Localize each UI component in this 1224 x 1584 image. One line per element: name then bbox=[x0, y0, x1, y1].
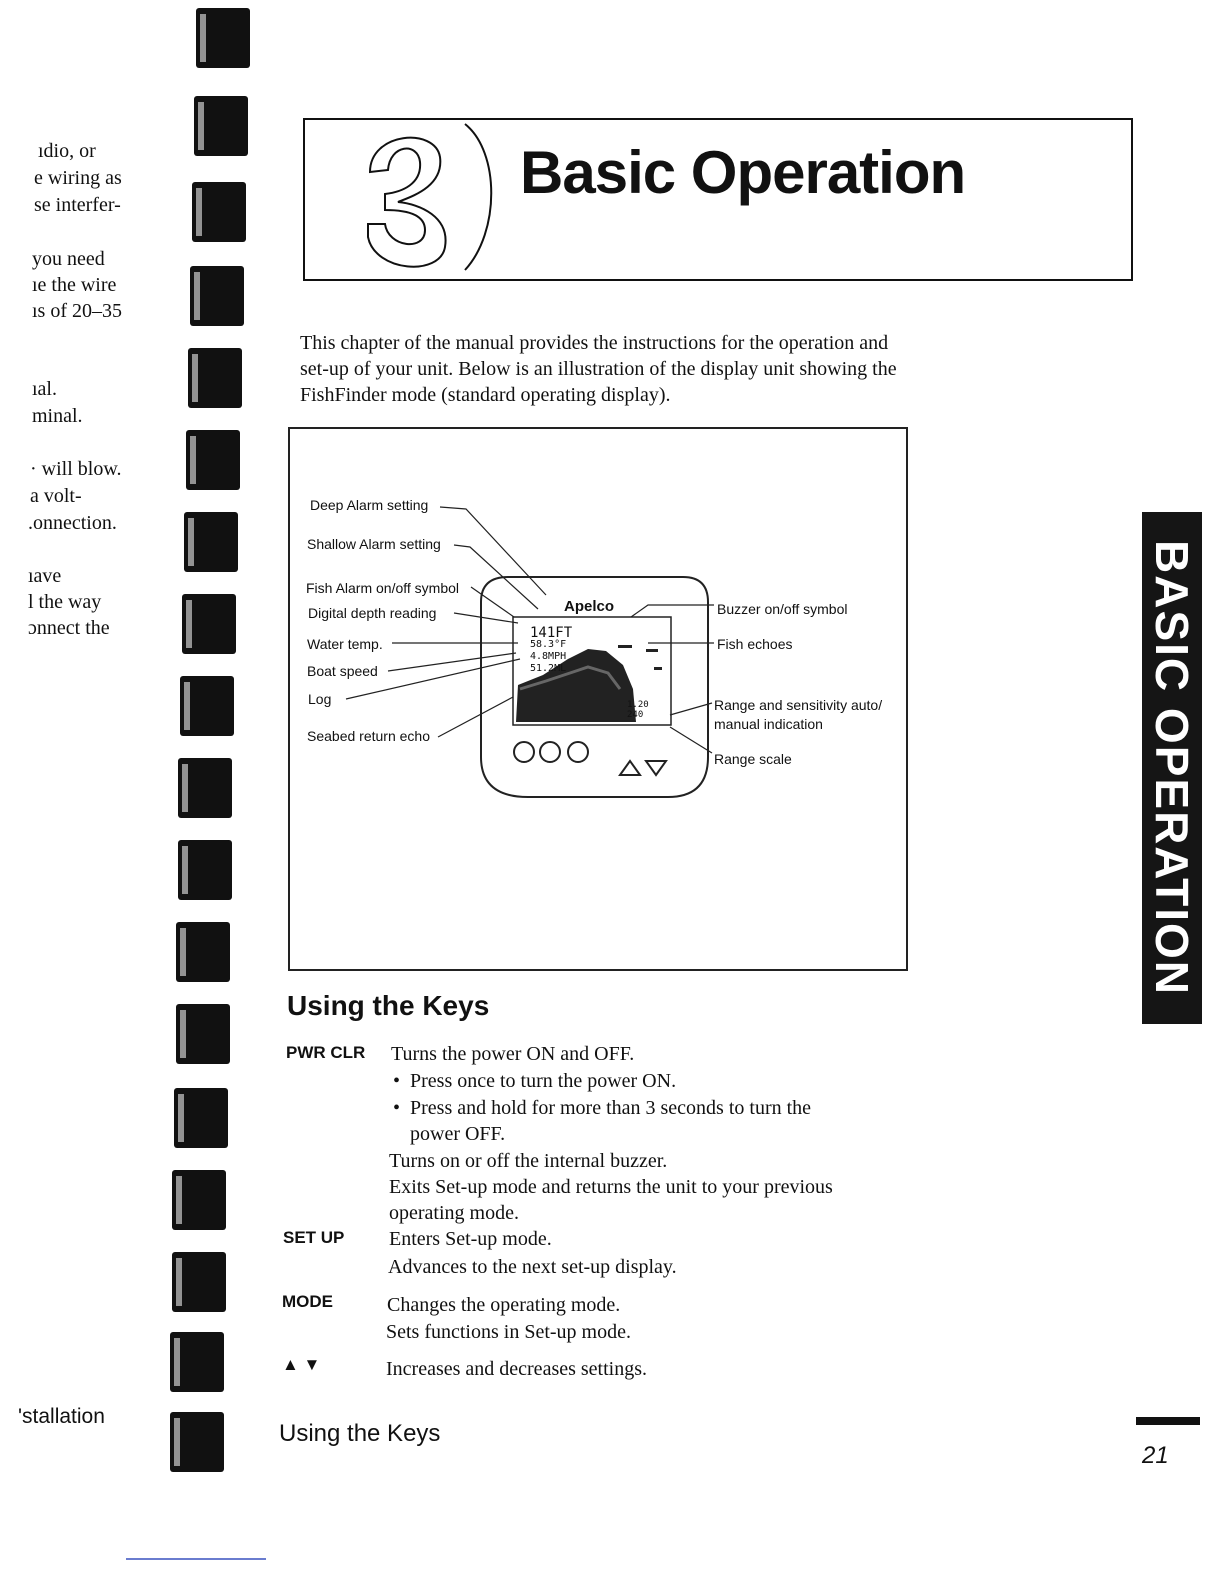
label-log: Log bbox=[308, 691, 332, 707]
bullet-text: Press once to turn the power ON. bbox=[410, 1070, 677, 1092]
label-fish-echoes: Fish echoes bbox=[717, 636, 793, 652]
screen-speed: 4.8MPH bbox=[530, 651, 567, 662]
bullet-item: • Press once to turn the power ON. bbox=[393, 1070, 677, 1092]
left-line: a volt- bbox=[30, 485, 82, 507]
label-digital-depth: Digital depth reading bbox=[308, 605, 437, 621]
key-desc: operating mode. bbox=[389, 1202, 519, 1224]
left-footer: 'stallation bbox=[18, 1405, 105, 1428]
key-up-down: ▲ ▼ bbox=[282, 1355, 321, 1374]
device-illustration bbox=[288, 427, 908, 971]
bullet-text: Press and hold for more than 3 seconds to turn the bbox=[410, 1097, 812, 1119]
chapter-title: Basic Operation bbox=[520, 139, 966, 206]
running-head: Using the Keys bbox=[279, 1420, 441, 1447]
key-desc: Exits Set-up mode and returns the unit to your previous bbox=[389, 1176, 833, 1198]
label-fish-alarm: Fish Alarm on/off symbol bbox=[306, 580, 460, 596]
left-line: minal. bbox=[32, 405, 83, 427]
range-bottom: 240 bbox=[627, 710, 644, 720]
left-line: you need bbox=[32, 248, 105, 270]
key-desc: Sets functions in Set-up mode. bbox=[386, 1321, 631, 1343]
key-desc: Turns on or off the internal buzzer. bbox=[389, 1150, 668, 1172]
label-buzzer: Buzzer on/off symbol bbox=[717, 601, 848, 617]
key-mode: MODE bbox=[282, 1292, 333, 1311]
key-desc: Enters Set-up mode. bbox=[389, 1228, 552, 1250]
range-top: 1.20 bbox=[627, 700, 649, 710]
screen-range bbox=[627, 700, 649, 720]
left-line: ıe the wire bbox=[32, 274, 117, 296]
bullet-item: • Press and hold for more than 3 seconds to turn the bbox=[393, 1097, 812, 1119]
screen-log: 51.2ML bbox=[530, 663, 567, 674]
left-line: l the way bbox=[28, 591, 102, 613]
key-set-up: SET UP bbox=[283, 1228, 345, 1247]
intro-paragraph: This chapter of the manual provides the instructions for the operation and set-up of your unit. Below is an illustration of the display unit showing the FishFinder mode (standard operating display). bbox=[300, 332, 897, 406]
page-number: 21 bbox=[1142, 1442, 1169, 1469]
label-range-sensitivity: Range and sensitivity auto/ bbox=[714, 697, 883, 713]
side-tab-text: BASIC OPERATION bbox=[1146, 540, 1198, 996]
bullet-cont: power OFF. bbox=[410, 1123, 506, 1145]
key-desc: Turns the power ON and OFF. bbox=[391, 1043, 635, 1065]
screen-temp: 58.3°F bbox=[530, 639, 567, 650]
left-line: · will blow. bbox=[30, 458, 122, 480]
key-desc: Increases and decreases settings. bbox=[386, 1358, 647, 1380]
key-desc: Changes the operating mode. bbox=[387, 1294, 621, 1316]
bottom-blue-rule bbox=[126, 1558, 266, 1560]
device-screen-readout bbox=[530, 627, 572, 675]
left-line: ɔnnect the bbox=[28, 617, 110, 639]
device-brand: Apelco bbox=[564, 598, 615, 615]
left-line: ıal. bbox=[32, 378, 57, 400]
left-line: ıave bbox=[28, 565, 62, 587]
screen-depth: 141FT bbox=[530, 625, 573, 641]
label-range-scale: Range scale bbox=[714, 751, 792, 767]
key-pwr-clr: PWR CLR bbox=[286, 1043, 366, 1062]
label-range-sensitivity-2: manual indication bbox=[714, 716, 823, 732]
left-line: se interfer- bbox=[34, 194, 121, 216]
label-shallow-alarm: Shallow Alarm setting bbox=[307, 536, 441, 552]
label-boat-speed: Boat speed bbox=[307, 663, 378, 679]
left-line: .onnection. bbox=[28, 512, 117, 534]
left-line: ıdio, or bbox=[38, 140, 96, 162]
chapter-number-outline bbox=[340, 112, 510, 282]
left-line: ıs of 20–35 bbox=[32, 300, 122, 322]
key-desc: Advances to the next set-up display. bbox=[388, 1256, 677, 1278]
label-seabed-echo: Seabed return echo bbox=[307, 728, 430, 744]
section-heading: Using the Keys bbox=[287, 990, 490, 1021]
footer-rule bbox=[1136, 1417, 1200, 1425]
label-deep-alarm: Deep Alarm setting bbox=[310, 497, 429, 513]
left-line: e wiring as bbox=[34, 167, 122, 189]
label-water-temp: Water temp. bbox=[307, 636, 383, 652]
